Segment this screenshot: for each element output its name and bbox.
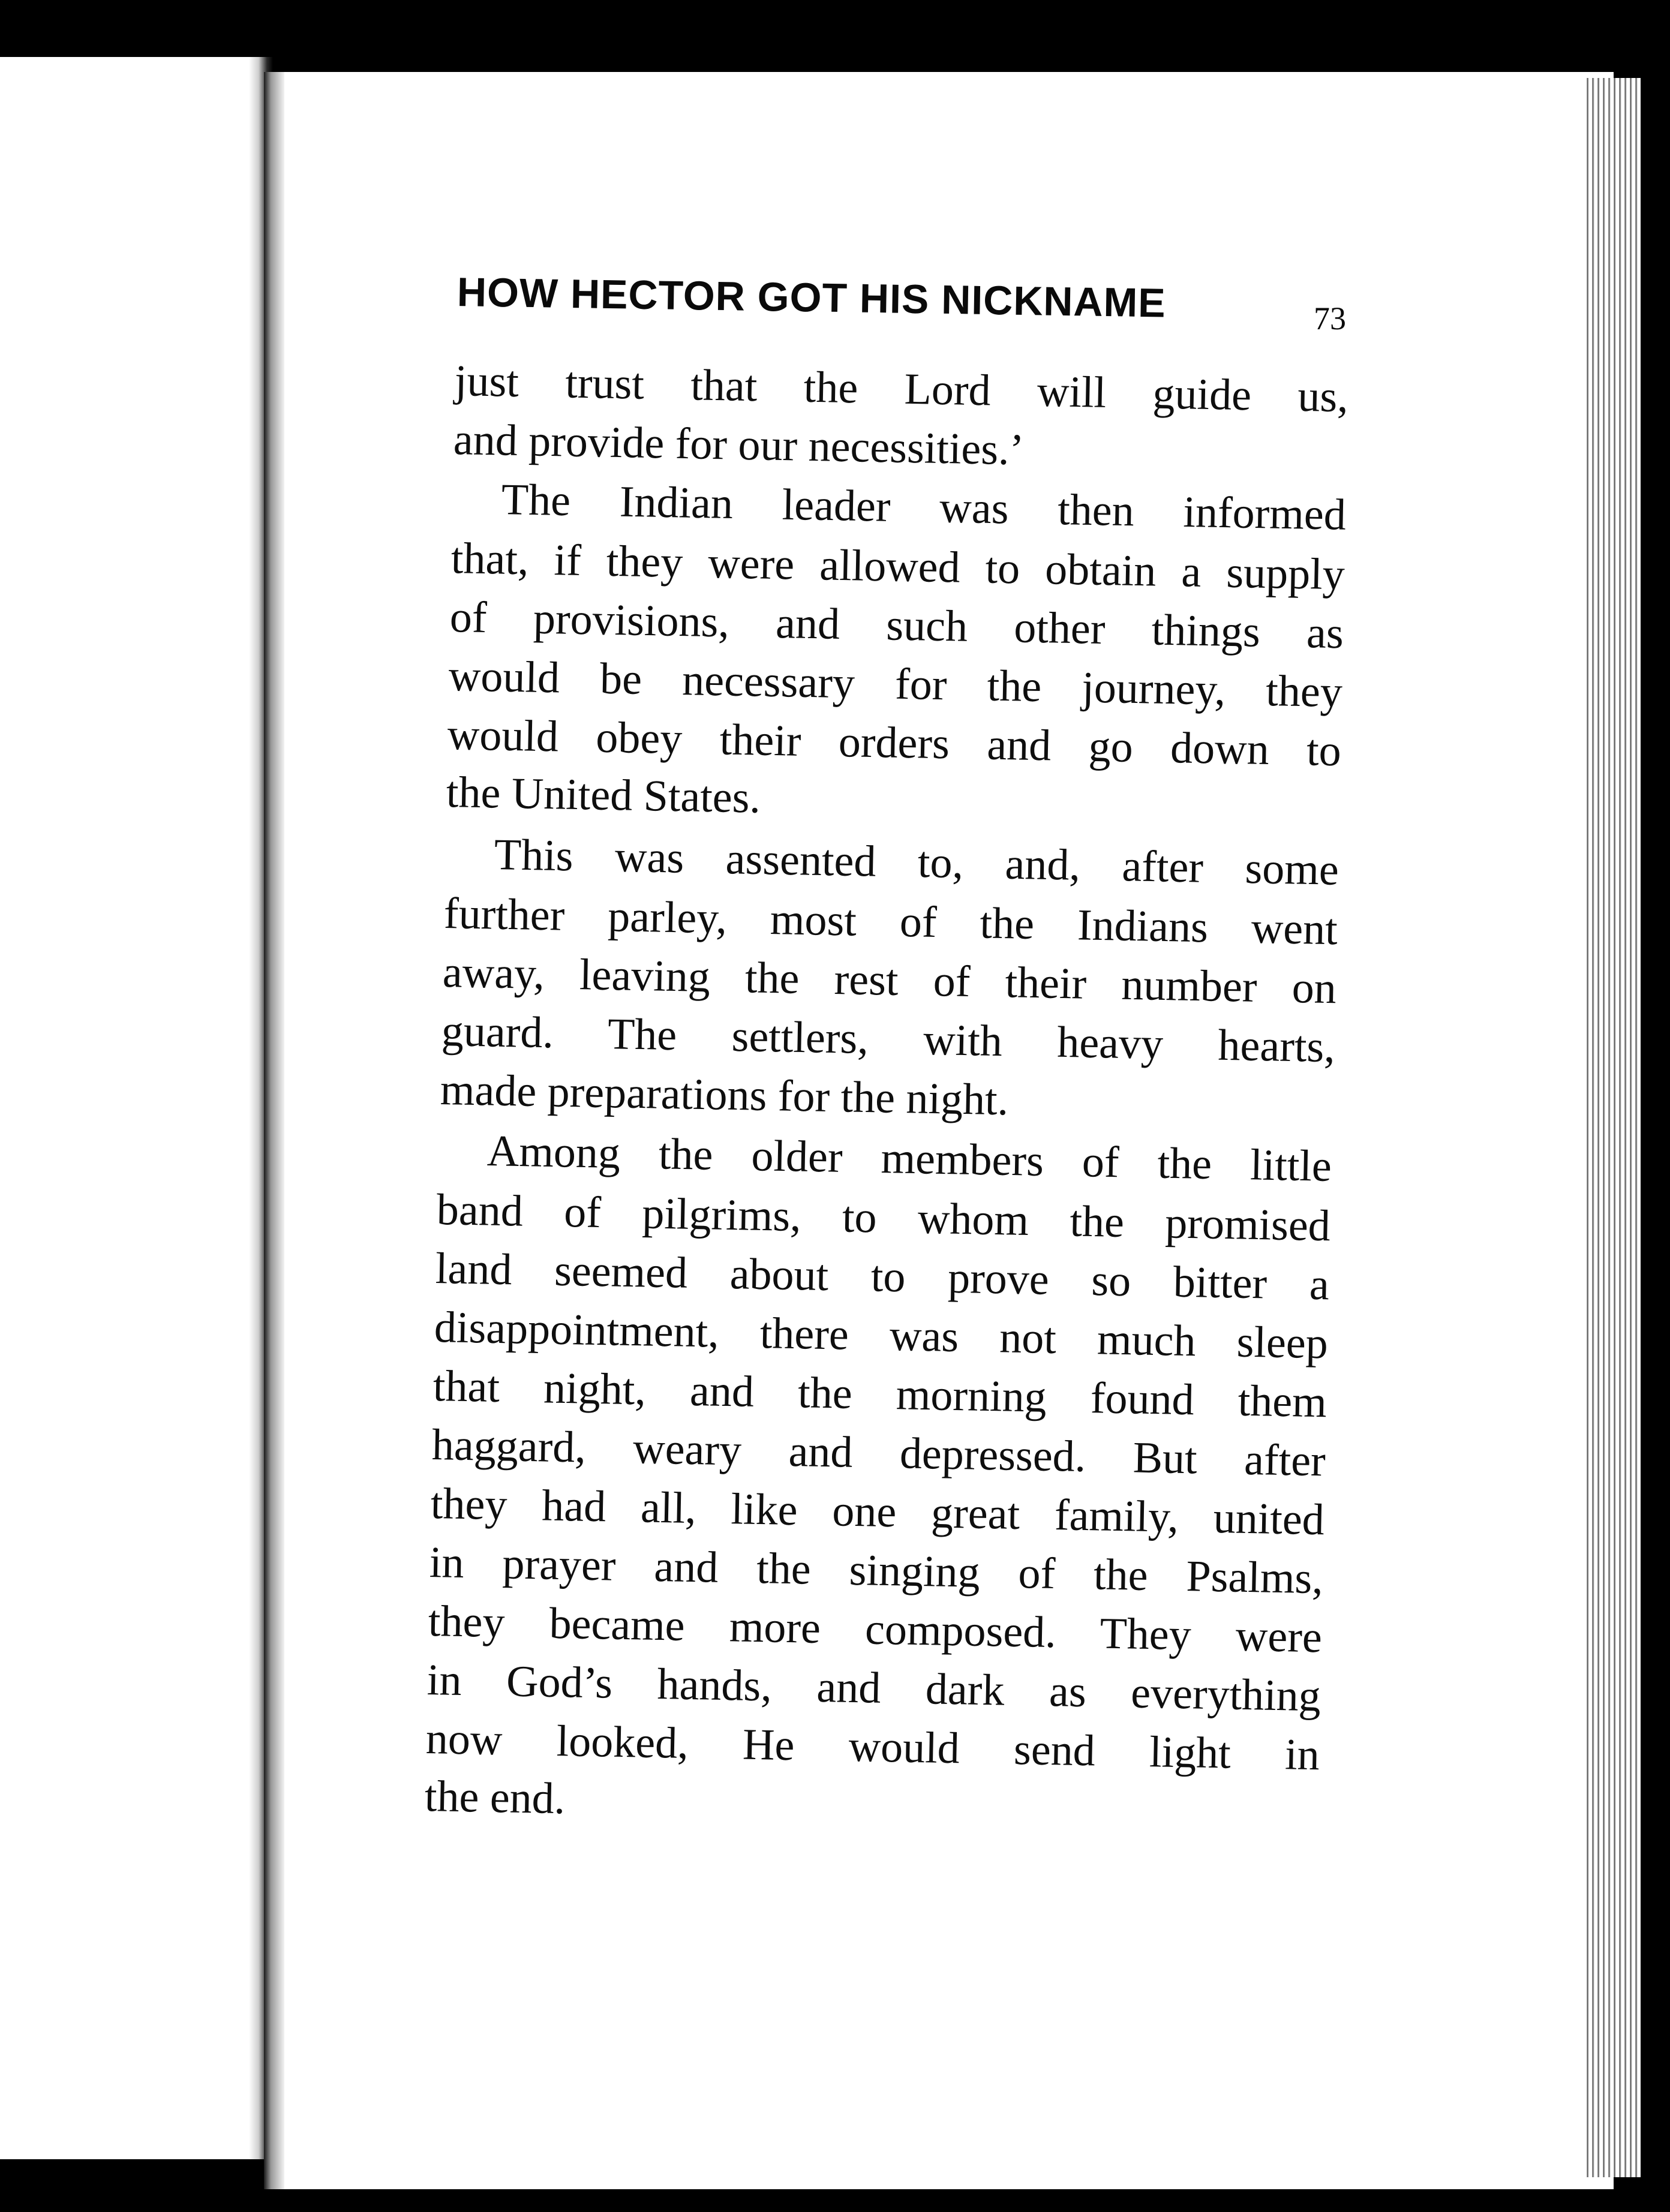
body-line: This was assented to, and, after some <box>494 830 1339 895</box>
body-line: band of pilgrims, to whom the promised <box>436 1185 1331 1251</box>
page-block-edge <box>1584 78 1650 2177</box>
right-page-gutter <box>264 72 284 2189</box>
body-line: and provide for our necessities.’ <box>453 415 1025 475</box>
body-line: the end. <box>424 1772 566 1824</box>
body-line: The Indian leader was then informed <box>501 475 1347 540</box>
body-line: they had all, like one great family, united <box>430 1479 1325 1545</box>
body-line: just trust that the Lord will guide us, <box>454 356 1349 422</box>
body-line: would be necessary for the journey, they <box>448 651 1343 717</box>
left-facing-page <box>0 57 257 2159</box>
body-line: that, if they were allowed to obtain a supply <box>450 534 1345 600</box>
page-edge-shadow <box>1641 78 1670 2177</box>
body-line: now looked, He would send light in <box>425 1714 1320 1780</box>
body-line: the United States. <box>446 768 761 823</box>
body-line: that night, and the morning found them <box>432 1362 1327 1427</box>
body-line: of provisions, and such other things as <box>449 593 1344 659</box>
body-line: guard. The settlers, with heavy hearts, <box>441 1006 1336 1072</box>
page-number: 73 <box>1314 300 1346 336</box>
body-line: in prayer and the singing of the Psalms, <box>429 1538 1324 1604</box>
body-line: land seemed about to prove so bitter a <box>435 1244 1330 1310</box>
body-line: disappointment, there was not much sleep <box>434 1303 1329 1369</box>
body-line: haggard, weary and depressed. But after <box>431 1420 1326 1486</box>
running-head: HOW HECTOR GOT HIS NICKNAME <box>456 269 1167 326</box>
body-line: away, leaving the rest of their number on <box>442 948 1337 1014</box>
body-line: made preparations for the night. <box>440 1065 1009 1125</box>
body-line: in God’s hands, and dark as everything <box>426 1655 1321 1721</box>
body-line: Among the older members of the little <box>486 1126 1332 1191</box>
body-line: they became more composed. They were <box>428 1597 1323 1663</box>
body-line: would obey their orders and go down to <box>447 710 1342 776</box>
body-line: further parley, most of the Indians went <box>443 889 1338 955</box>
